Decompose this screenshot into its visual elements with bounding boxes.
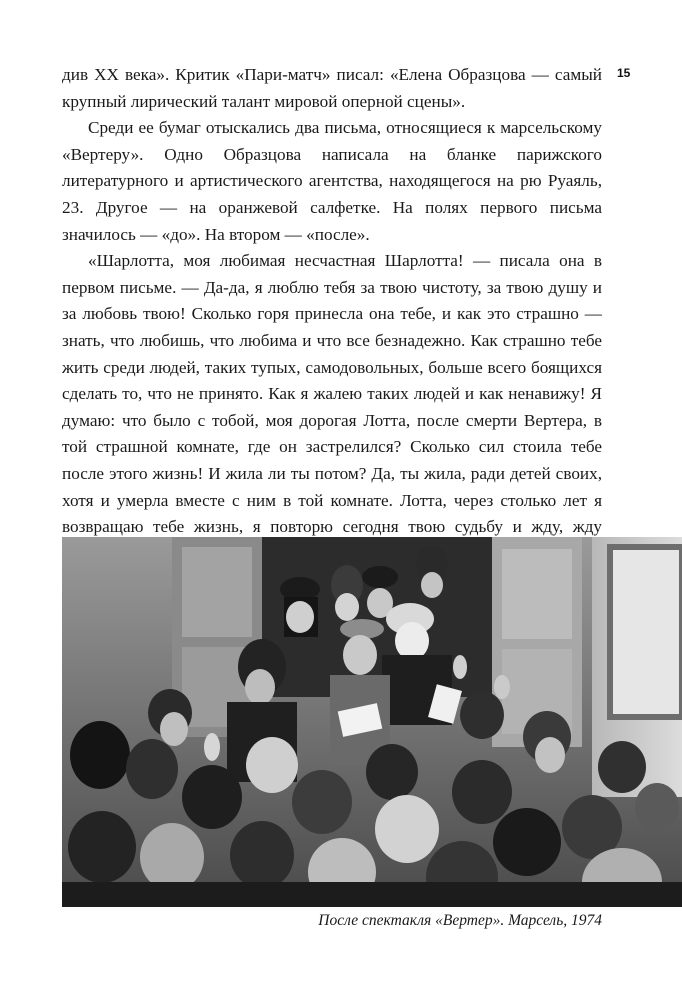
paragraph-letter-quote: «Шарлотта, моя любимая несчастная Шарлотта! — писала она в первом письме. — Да-да, я люблю тебя за твою чистоту, за твою душу и за любовь твою! Сколько горя принесла она тебе, и как это страшно — знать, что любишь, что любима и что все безнадежно. Как страшно тебе жить среди людей, таких тупых, самодовольных, больше всего боящихся сделать то, что не принято. Как я жалею таких людей и как ненавижу! Я думаю: что было с тобой, моя дорогая Лотта, после смерти Вертера, в той страшной комнате, где он застрелился? Сколько сил стоила тебе после этого жизнь! И жила ли ты потом? Да, ты жила, ради детей своих, хотя и умерла вместе с ним в той комнате. Лотта, через столько лет я возвращаю тебе жизнь, я повторю сегодня твою судьбу и жду, жду: [62, 251, 602, 537]
photo-crowd-after-performance: [62, 537, 682, 907]
page-number: 15: [617, 66, 631, 80]
paragraph-continuation: див XX века». Критик «Пари-матч» писал: «Елена Образцова — самый крупный лирический талант мировой оперной сцены».: [62, 65, 602, 111]
photo-caption: После спектакля «Вертер». Марсель, 1974: [318, 912, 602, 929]
paragraph-letters: Среди ее бумаг отыскались два письма, относящиеся к марсельскому «Вертеру». Одно Образцова написала на бланке парижского литературного и артистического агентства, находящегося на рю Руаяль, 23. Другое — на оранжевой салфетке. На полях первого письма значилось — «до». На втором — «после».: [62, 118, 602, 244]
photo-illustration: [62, 537, 682, 907]
